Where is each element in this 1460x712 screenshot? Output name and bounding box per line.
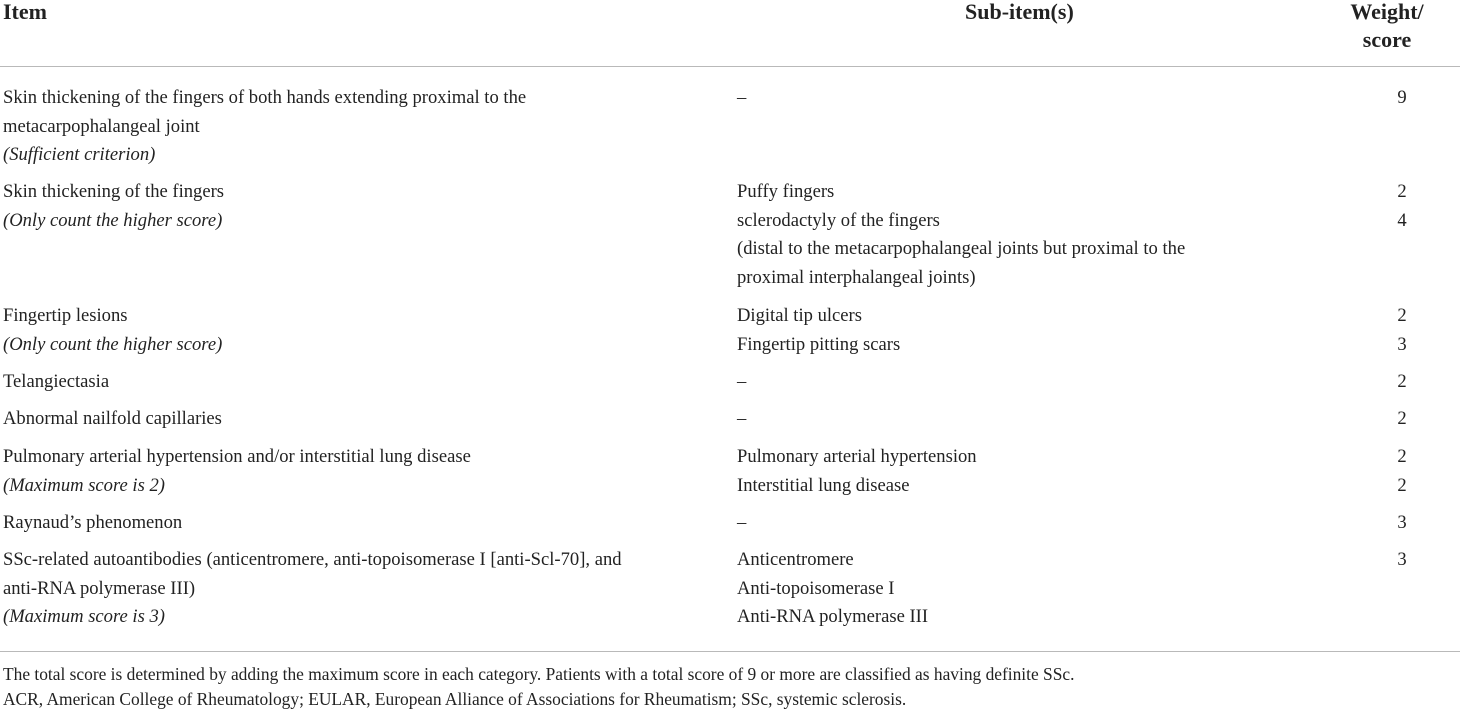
sub-item-text: Interstitial lung disease	[737, 474, 910, 496]
footnote-total-score: The total score is determined by adding the maximum score in each category. Patients with a total score of 9 or more are classified as having definite SSc.	[3, 664, 1075, 684]
item-note: (Maximum score is 3)	[3, 606, 165, 627]
score-cell	[1380, 405, 1424, 434]
item-text: metacarpophalangeal joint	[3, 115, 200, 137]
sub-item-text: sclerodactyly of the fingers	[737, 209, 940, 231]
score-cell	[1380, 302, 1424, 359]
item-cell	[3, 368, 723, 397]
score-value: 2	[1397, 446, 1407, 467]
sub-item-text: Anticentromere	[737, 549, 854, 570]
item-note: (Only count the higher score)	[3, 209, 223, 231]
item-note: (Maximum score is 2)	[3, 474, 165, 496]
score-value: 2	[1397, 408, 1407, 429]
score-value: 3	[1397, 512, 1407, 533]
sub-item-text: –	[737, 512, 747, 533]
item-text: Skin thickening of the fingers of both hands extending proximal to the	[3, 87, 527, 108]
sub-item-text: proximal interphalangeal joints)	[737, 266, 976, 288]
sub-item-text: –	[737, 87, 747, 108]
score-cell	[1380, 443, 1424, 500]
item-text: Raynaud’s phenomenon	[3, 512, 183, 533]
item-text: anti-RNA polymerase III)	[3, 577, 196, 599]
item-text: Pulmonary arterial hypertension and/or interstitial lung disease	[3, 446, 471, 467]
item-cell	[3, 509, 723, 538]
score-cell	[1380, 509, 1424, 538]
score-value: 2	[1397, 305, 1407, 326]
item-text: Abnormal nailfold capillaries	[3, 408, 222, 429]
sub-item-cell	[737, 509, 1297, 538]
score-value: 2	[1397, 371, 1407, 392]
item-text: Fingertip lesions	[3, 305, 128, 326]
header-weight-line1: Weight/	[1350, 0, 1424, 24]
sub-item-text: Puffy fingers	[737, 181, 835, 202]
item-cell	[3, 84, 723, 170]
item-note: (Only count the higher score)	[3, 333, 223, 355]
table-footer-rule	[0, 651, 1460, 652]
sub-item-cell	[737, 546, 1297, 632]
score-value: 2	[1397, 181, 1407, 202]
score-value: 2	[1397, 474, 1407, 496]
item-cell	[3, 546, 723, 632]
sub-item-cell	[737, 443, 1297, 500]
score-value: 4	[1397, 209, 1407, 231]
sub-item-text: (distal to the metacarpophalangeal joints but proximal to the	[737, 238, 1186, 259]
score-cell	[1380, 546, 1424, 575]
item-cell	[3, 178, 723, 235]
score-cell	[1380, 84, 1424, 113]
sub-item-text: Anti-RNA polymerase III	[737, 606, 929, 627]
item-note: (Sufficient criterion)	[3, 144, 156, 165]
sub-item-text: Digital tip ulcers	[737, 305, 862, 326]
sub-item-text: –	[737, 371, 747, 392]
score-value: 3	[1397, 333, 1407, 355]
sub-item-cell	[737, 84, 1297, 113]
item-cell	[3, 443, 723, 500]
header-sub-items: Sub-item(s)	[965, 0, 1074, 24]
sub-item-cell	[737, 302, 1297, 359]
sub-item-text: –	[737, 408, 747, 429]
item-text: Telangiectasia	[3, 371, 110, 392]
sub-item-text: Anti-topoisomerase I	[737, 577, 895, 599]
score-cell	[1380, 178, 1424, 235]
header-weight-score	[1342, 0, 1432, 54]
score-value: 3	[1397, 549, 1407, 570]
item-text: SSc-related autoantibodies (anticentromere, anti-topoisomerase I [anti-Scl-70], and	[3, 549, 622, 570]
item-cell	[3, 302, 723, 359]
sub-item-text: Pulmonary arterial hypertension	[737, 446, 977, 467]
footnote-abbreviations: ACR, American College of Rheumatology; EULAR, European Alliance of Associations for Rheumatism; SSc, systemic sclerosis.	[3, 689, 907, 709]
sub-item-cell	[737, 178, 1297, 292]
item-text: Skin thickening of the fingers	[3, 181, 225, 202]
sub-item-cell	[737, 405, 1297, 434]
sub-item-cell	[737, 368, 1297, 397]
score-cell	[1380, 368, 1424, 397]
header-weight-line2: score	[1362, 27, 1412, 52]
table-header	[0, 0, 1460, 67]
item-cell	[3, 405, 723, 434]
sub-item-text: Fingertip pitting scars	[737, 333, 901, 355]
header-item: Item	[3, 0, 47, 24]
score-value: 9	[1397, 87, 1407, 108]
